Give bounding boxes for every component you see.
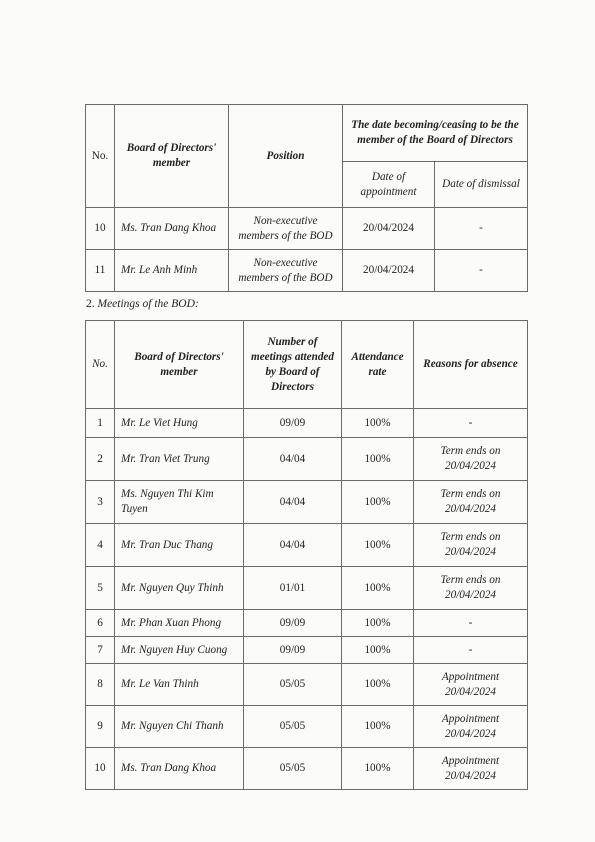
header-no: No. [86,321,115,409]
row-reason: - [414,409,528,438]
row-meetings: 04/04 [244,524,342,567]
row-no: 11 [86,250,115,292]
row-no: 1 [86,409,115,438]
row-member: Mr. Phan Xuan Phong [115,610,244,637]
table-row [86,409,528,438]
row-no: 2 [86,438,115,481]
row-meetings: 05/05 [244,706,342,748]
row-meetings: 04/04 [244,438,342,481]
row-rate: 100% [342,524,414,567]
row-reason: - [414,637,528,664]
row-rate: 100% [342,637,414,664]
table-row [86,610,528,637]
header-member: Board of Directors' member [115,105,229,208]
row-rate: 100% [342,567,414,610]
row-member: Ms. Nguyen Thi Kim Tuyen [115,481,244,524]
header-date-group: The date becoming/ceasing to be the member of the Board of Directors [343,105,528,162]
row-reason: - [414,610,528,637]
row-member: Mr. Nguyen Huy Cuong [115,637,244,664]
row-member: Mr. Nguyen Quy Thinh [115,567,244,610]
header-attendance-rate: Attendance rate [342,321,414,409]
row-no: 4 [86,524,115,567]
row-meetings: 01/01 [244,567,342,610]
row-dismissal: - [435,250,528,292]
row-member: Mr. Tran Viet Trung [115,438,244,481]
row-member: Mr. Le Van Thinh [115,664,244,706]
row-reason: Term ends on 20/04/2024 [414,438,528,481]
row-rate: 100% [342,748,414,790]
header-dismissal: Date of dismissal [435,162,528,208]
row-no: 9 [86,706,115,748]
row-reason: Appointment 20/04/2024 [414,748,528,790]
table-row [86,637,528,664]
row-meetings: 09/09 [244,610,342,637]
row-member: Mr. Le Viet Hung [115,409,244,438]
row-no: 10 [86,208,115,250]
header-position: Position [229,105,343,208]
row-no: 8 [86,664,115,706]
header-reasons: Reasons for absence [414,321,528,409]
table-row [86,567,528,610]
header-appointment: Date of appointment [343,162,435,208]
header-no: No. [86,105,115,208]
section-number: 2. [86,298,95,310]
table-row [86,524,528,567]
table-row [86,438,528,481]
row-rate: 100% [342,481,414,524]
row-member: Ms. Tran Dang Khoa [115,748,244,790]
bod-meetings-table [85,320,528,790]
row-meetings: 09/09 [244,637,342,664]
header-meetings: Number of meetings attended by Board of Directors [244,321,342,409]
section-title: Meetings of the BOD: [97,298,199,310]
row-rate: 100% [342,438,414,481]
row-no: 10 [86,748,115,790]
table-row [86,664,528,706]
row-dismissal: - [435,208,528,250]
row-reason: Appointment 20/04/2024 [414,664,528,706]
row-reason: Term ends on 20/04/2024 [414,481,528,524]
row-meetings: 09/09 [244,409,342,438]
row-member: Ms. Tran Dang Khoa [115,208,229,250]
table-row [86,748,528,790]
row-reason: Appointment 20/04/2024 [414,706,528,748]
row-no: 6 [86,610,115,637]
row-appointment: 20/04/2024 [343,250,435,292]
row-member: Mr. Tran Duc Thang [115,524,244,567]
row-no: 5 [86,567,115,610]
row-appointment: 20/04/2024 [343,208,435,250]
row-position: Non-executive members of the BOD [229,250,343,292]
header-member: Board of Directors' member [115,321,244,409]
table-row [86,250,528,292]
row-member: Mr. Le Anh Minh [115,250,229,292]
row-reason: Term ends on 20/04/2024 [414,524,528,567]
row-member: Mr. Nguyen Chi Thanh [115,706,244,748]
table-row [86,706,528,748]
row-meetings: 04/04 [244,481,342,524]
table-row [86,208,528,250]
section-heading [86,298,199,310]
row-no: 7 [86,637,115,664]
row-rate: 100% [342,409,414,438]
row-no: 3 [86,481,115,524]
row-meetings: 05/05 [244,664,342,706]
table-row [86,481,528,524]
row-reason: Term ends on 20/04/2024 [414,567,528,610]
row-meetings: 05/05 [244,748,342,790]
row-rate: 100% [342,610,414,637]
row-rate: 100% [342,706,414,748]
row-position: Non-executive members of the BOD [229,208,343,250]
row-rate: 100% [342,664,414,706]
bod-members-table [85,104,528,292]
